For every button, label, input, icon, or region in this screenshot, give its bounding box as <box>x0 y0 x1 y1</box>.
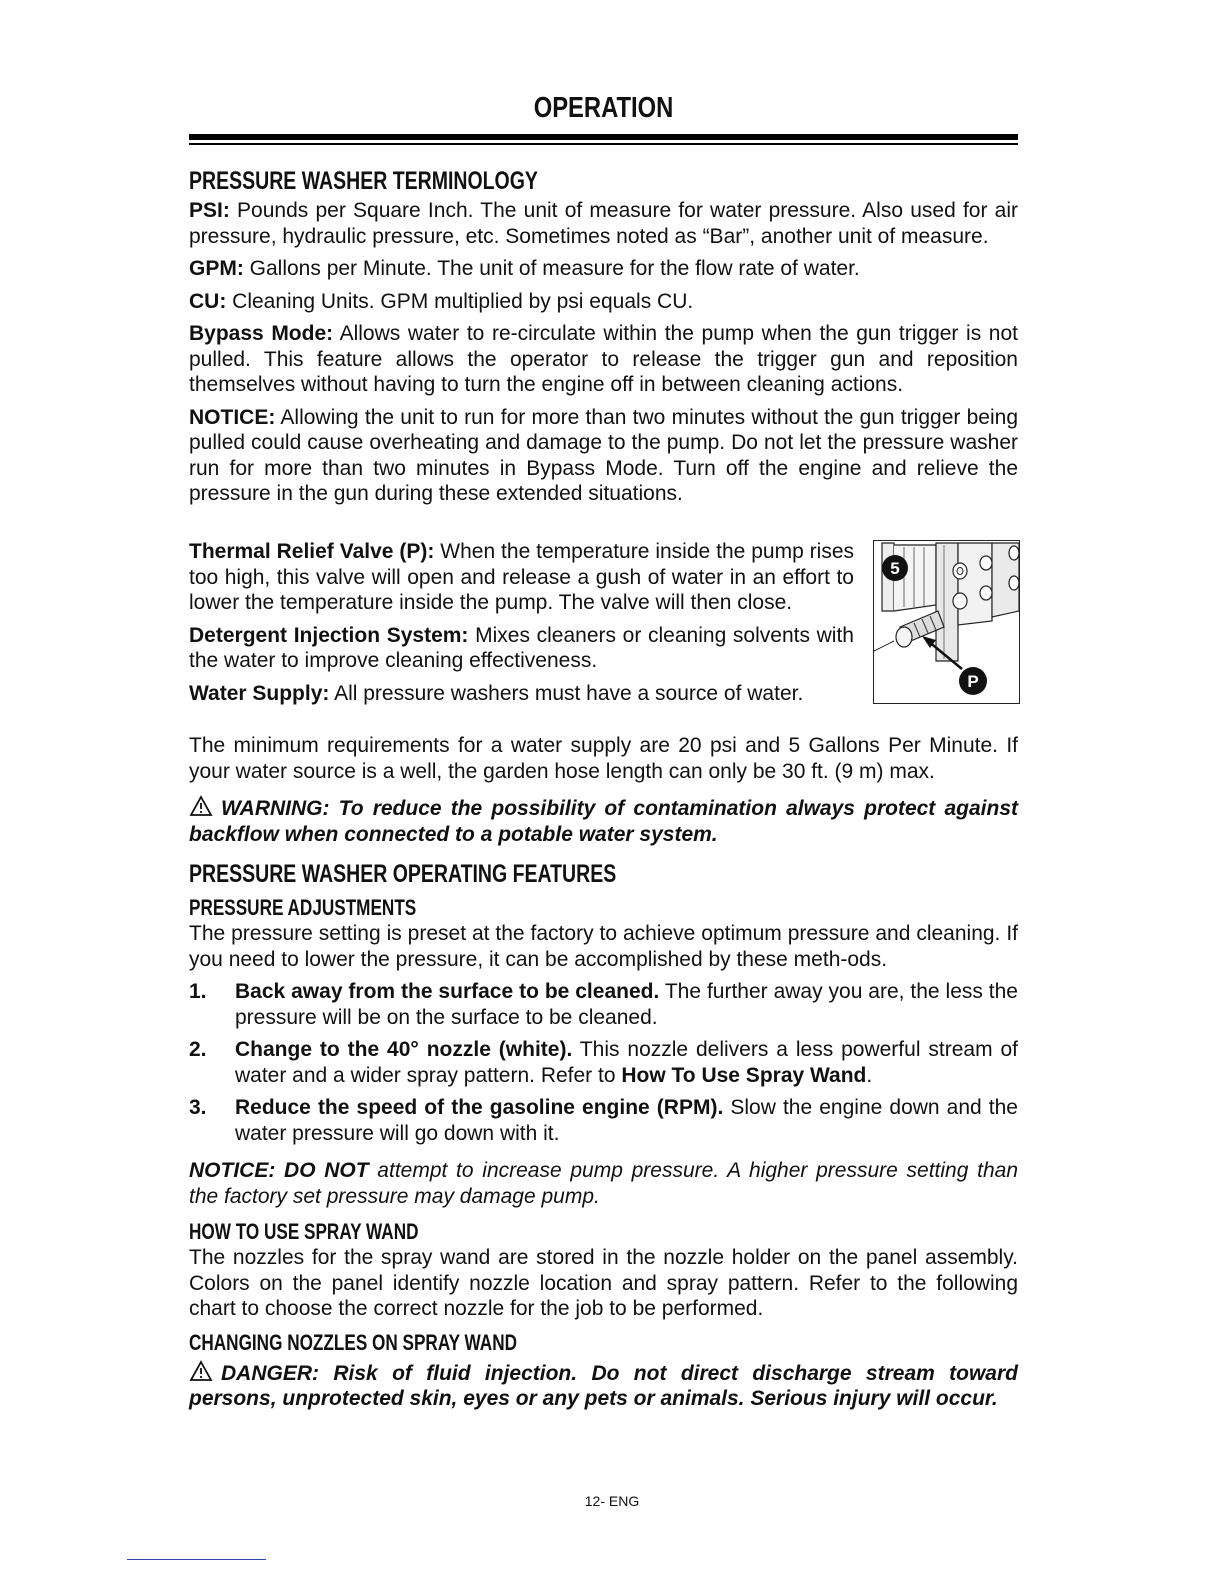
gpm-term: GPM: <box>189 257 244 280</box>
thermal-term: Thermal Relief Valve (P): <box>189 540 435 563</box>
notice-pressure <box>189 1158 1018 1209</box>
page-number: 12- ENG <box>584 1493 640 1509</box>
bypass-definition <box>189 321 1018 398</box>
figure-label-p: P <box>967 672 979 691</box>
thermal-relief-valve-figure <box>873 540 1020 704</box>
page-title: OPERATION <box>533 92 674 124</box>
adjustments-text: The pressure setting is preset at the factory to achieve optimum pressure and cleaning. If you need to lower the pressure, it can be accomplished by these meth-ods. <box>189 922 1018 971</box>
danger-text: DANGER: Risk of fluid injection. Do not direct discharge stream toward persons, unprotected skin, eyes or any pets or animals. Serious injury will occur. <box>189 1361 1018 1410</box>
danger-notice <box>189 1360 1018 1412</box>
warning-triangle-icon <box>189 795 213 817</box>
notice-pressure-text: attempt to increase pump pressure. A higher pressure setting than the factory set pressure may damage pump. <box>189 1159 1019 1208</box>
step-2 <box>189 1037 1018 1088</box>
changing-nozzles-heading: CHANGING NOZZLES ON SPRAY WAND <box>189 1329 517 1355</box>
step-3-number: 3. <box>189 1096 207 1119</box>
water-text-rest: The minimum requirements for a water supply are 20 psi and 5 Gallons Per Minute. If your water source is a well, the garden hose length can only be 30 ft. (9 m) max. <box>189 734 1018 783</box>
psi-text: Pounds per Square Inch. The unit of measure for water pressure. Also used for air pressure, hydraulic pressure, etc. Sometimes noted as “Bar”, another unit of measure. <box>189 199 1018 248</box>
step-1-bold: Back away from the surface to be cleaned. <box>235 980 660 1003</box>
title-rule-thick <box>189 134 1018 140</box>
step-1 <box>189 979 1018 1030</box>
danger-triangle-icon <box>189 1360 213 1382</box>
thermal-detergent-block <box>189 539 854 706</box>
step-2-number: 2. <box>189 1038 207 1061</box>
water-definition-line1 <box>189 681 854 707</box>
detergent-text: Mixes cleaners or cleaning solvents with the water to improve cleaning effectiveness. <box>189 623 854 672</box>
adjustments-heading: PRESSURE ADJUSTMENTS <box>189 895 417 920</box>
step-2-link: How To Use Spray Wand <box>621 1063 867 1087</box>
notice-term: NOTICE: <box>189 405 276 429</box>
terminology-section <box>189 166 1018 507</box>
adjustment-steps <box>189 979 1018 1146</box>
notice-pressure-bold: NOTICE: DO NOT <box>189 1159 369 1182</box>
cu-text: Cleaning Units. GPM multiplied by psi equals CU. <box>226 289 694 313</box>
thermal-text: When the temperature inside the pump rises too high, this valve will open and release a gush of water in an effort to lower the temperature inside the pump. The valve will then close. <box>189 540 855 614</box>
thermal-definition <box>189 539 854 616</box>
figure-label-5: 5 <box>890 559 900 578</box>
cu-term: CU: <box>189 289 227 313</box>
step-3 <box>189 1095 1018 1146</box>
step-2-text: This nozzle delivers a less powerful stream of water and a wider spray pattern. Refer to <box>235 1038 1018 1087</box>
notice-text: Allowing the unit to run for more than two minutes without the gun trigger being pulled could cause overheating and damage to the pump. Do not let the pressure washer run for more than two minutes in Bypass Mode. Turn off the engine and relieve the pressure in the gun during these extended situations. <box>189 405 1018 505</box>
step-3-text: Slow the engine down and the water pressure will go down with it. <box>235 1096 1018 1145</box>
bypass-text: Allows water to re-circulate within the pump when the gun trigger is not pulled. This feature allows the operator to release the trigger gun and reposition themselves without having to turn the engine off in between cleaning actions. <box>189 322 1018 396</box>
psi-definition <box>189 198 1018 249</box>
pump-illustration <box>874 541 1019 703</box>
step-1-number: 1. <box>189 980 207 1003</box>
spray-wand-text: The nozzles for the spray wand are stored in the nozzle holder on the panel assembly. Colors on the panel identify nozzle location and spray pattern. Refer to the following chart to choose the correct nozzle for the job to be performed. <box>189 1246 1018 1320</box>
water-supply-rest <box>189 733 1018 847</box>
step-2-bold: Change to the 40° nozzle (white). <box>235 1038 573 1061</box>
water-text-line1: All pressure washers must have a source of water. <box>329 681 804 705</box>
detergent-definition <box>189 623 854 674</box>
step-2-end: . <box>866 1063 873 1087</box>
warning-backflow <box>189 795 1018 847</box>
step-1-text: The further away you are, the less the pressure will be on the surface to be cleaned. <box>235 980 1018 1029</box>
detergent-term: Detergent Injection System: <box>189 623 469 647</box>
gpm-text: Gallons per Minute. The unit of measure for the flow rate of water. <box>243 257 860 280</box>
cu-definition <box>189 289 1018 315</box>
psi-term: PSI: <box>189 199 230 222</box>
terminology-heading: PRESSURE WASHER TERMINOLOGY <box>189 167 538 195</box>
bypass-term: Bypass Mode: <box>189 322 334 345</box>
features-heading: PRESSURE WASHER OPERATING FEATURES <box>189 860 617 888</box>
notice-bypass <box>189 405 1018 507</box>
water-term: Water Supply: <box>189 681 330 705</box>
features-section <box>189 859 1018 1412</box>
bottom-rule <box>127 1559 266 1560</box>
warning-text: WARNING: To reduce the possibility of contamination always protect against backflow when connected to a potable water system. <box>189 797 1018 846</box>
title-rule-thin <box>189 143 1018 145</box>
spray-wand-heading: HOW TO USE SPRAY WAND <box>189 1219 419 1244</box>
gpm-definition <box>189 256 1018 282</box>
step-3-bold: Reduce the speed of the gasoline engine (RPM). <box>235 1096 724 1119</box>
